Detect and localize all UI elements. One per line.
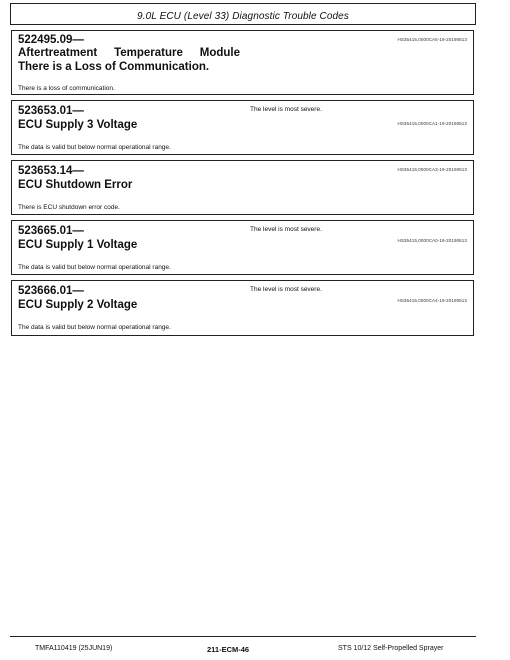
dtc-title: Aftertreatment Temperature Module [18, 47, 240, 59]
dtc-title: ECU Supply 3 Voltage [18, 119, 138, 131]
dtc-reference-id: HS35415,0000CA1-19-20190613 [397, 121, 467, 126]
dtc-entry-523666-01 [11, 280, 474, 336]
dtc-severity: The level is most severe. [250, 106, 322, 113]
dtc-entry-522495-09 [11, 30, 474, 95]
dtc-title: ECU Shutdown Error [18, 179, 133, 191]
dtc-code: 523665.01— [18, 225, 84, 237]
dtc-reference-id: HS35415,0000CA4-19-20190613 [397, 298, 467, 303]
dtc-severity: The level is most severe. [250, 226, 322, 233]
dtc-description: The data is valid but below normal operational range. [18, 264, 171, 271]
dtc-title-line2: There is a Loss of Communication. [18, 61, 210, 73]
dtc-description: The data is valid but below normal operational range. [18, 324, 171, 331]
footer-machine-model: STS 10/12 Self-Propelled Sprayer [338, 645, 444, 652]
dtc-severity: The level is most severe. [250, 286, 322, 293]
dtc-code: 523653.14— [18, 165, 84, 177]
header-top-rule [10, 3, 476, 4]
header-bottom-rule [10, 24, 476, 25]
dtc-entry-523653-14 [11, 160, 474, 215]
dtc-title: ECU Supply 1 Voltage [18, 239, 138, 251]
footer-document-id: TMFA110419 (25JUN19) [35, 645, 113, 652]
page-header-title: 9.0L ECU (Level 33) Diagnostic Trouble Codes [137, 11, 349, 22]
dtc-description: The data is valid but below normal operational range. [18, 144, 171, 151]
dtc-entry-523653-01 [11, 100, 474, 155]
dtc-reference-id: HS35415,0000CA3-19-20190613 [397, 167, 467, 172]
footer-page-number: 211-ECM-46 [207, 645, 250, 654]
dtc-description: There is a loss of communication. [18, 85, 115, 92]
dtc-code: 522495.09— [18, 34, 84, 46]
dtc-entry-523665-01 [11, 220, 474, 275]
dtc-reference-id: HS35415,0000CA5-19-20190613 [397, 37, 467, 42]
dtc-description: There is ECU shutdown error code. [18, 204, 120, 211]
dtc-title: ECU Supply 2 Voltage [18, 299, 138, 311]
dtc-code: 523653.01— [18, 105, 84, 117]
dtc-reference-id: HS35415,0000CA0-19-20190613 [397, 238, 467, 243]
footer-rule [10, 636, 476, 637]
dtc-code: 523666.01— [18, 285, 84, 297]
